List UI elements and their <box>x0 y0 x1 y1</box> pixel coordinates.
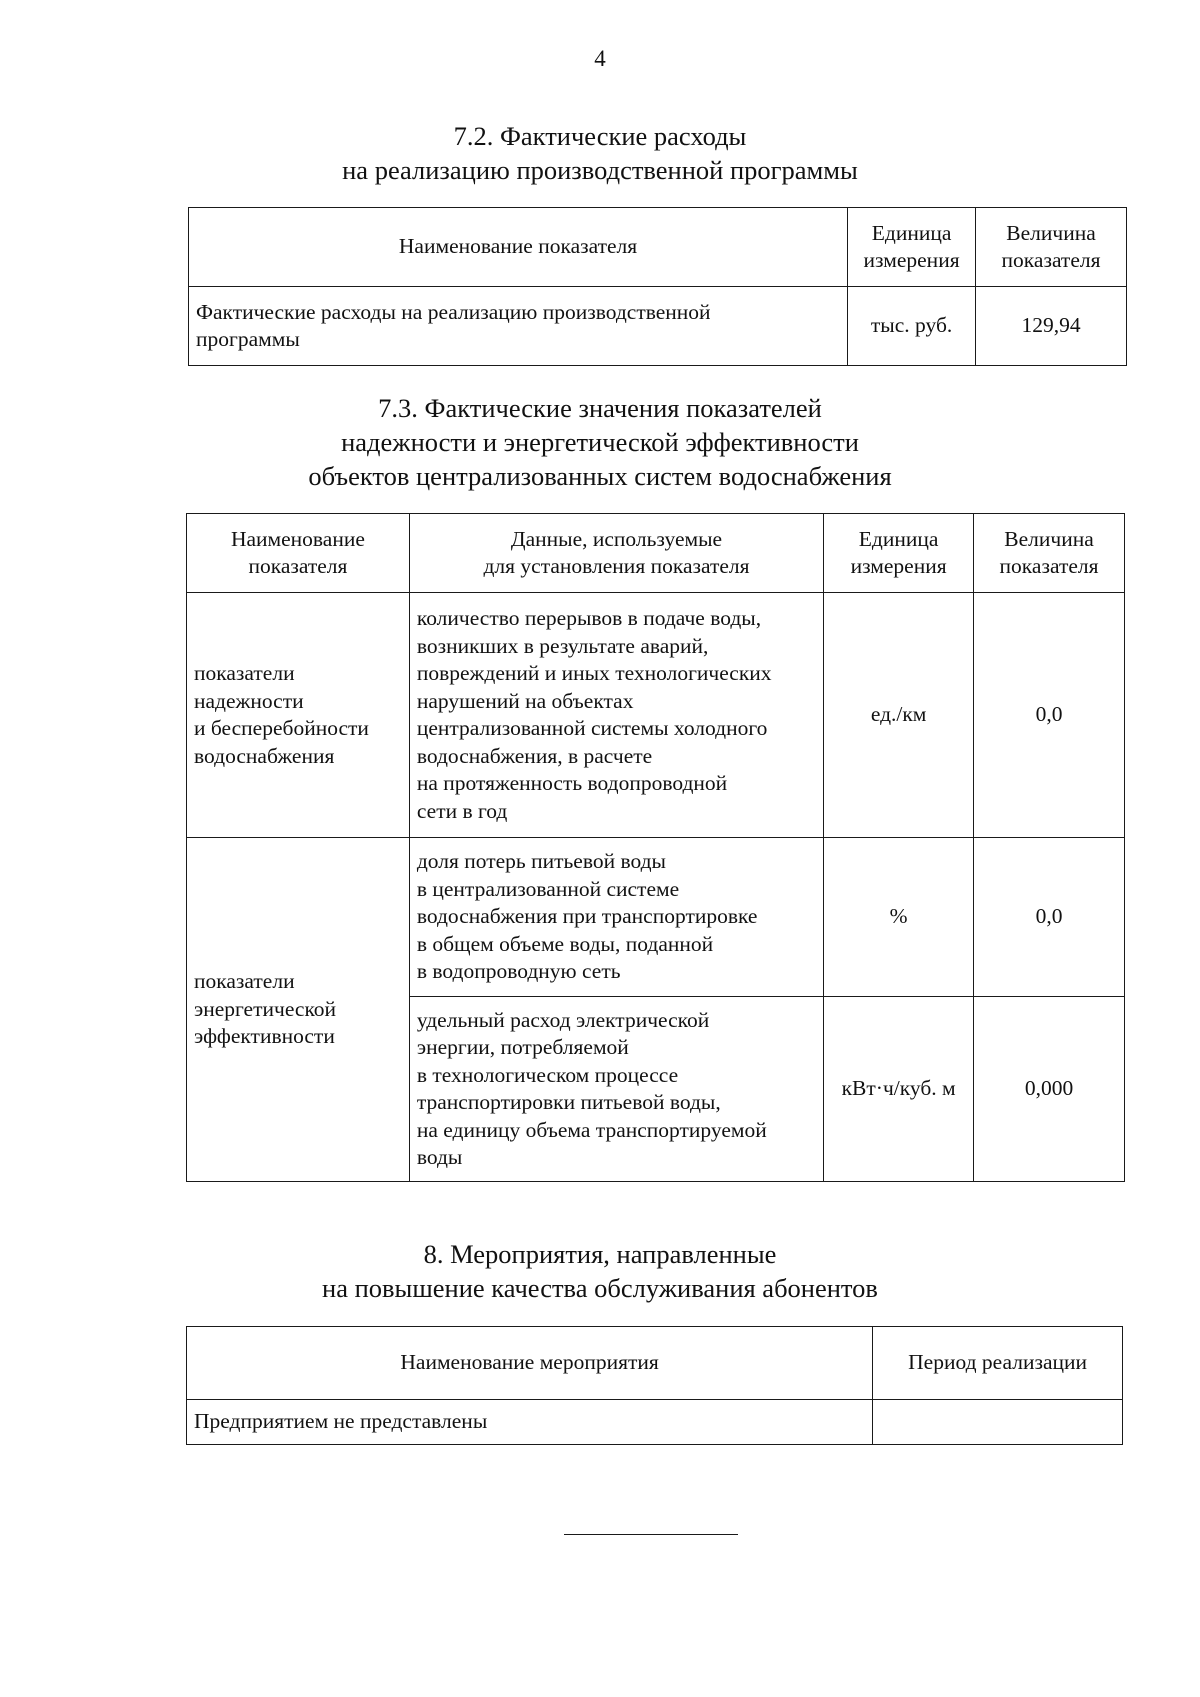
indicator-group-energy-efficiency: показатели энергетической эффективности <box>187 838 410 1182</box>
service-quality-measures-table <box>186 1326 1123 1445</box>
value-cell: 0,000 <box>974 997 1125 1182</box>
section-8-title <box>150 1237 1050 1305</box>
unit-cell: кВт·ч/куб. м <box>824 997 974 1182</box>
source-data-cell: удельный расход электрической энергии, потребляемой в технологическом процессе транспортировки питьевой воды, на единицу объема транспортируемой воды <box>409 997 823 1182</box>
header-measure-name: Наименование мероприятия <box>187 1327 873 1400</box>
section-8-title-line: на повышение качества обслуживания абонентов <box>322 1273 878 1303</box>
header-period: Период реализации <box>873 1327 1123 1400</box>
indicator-name-cell: Фактические расходы на реализацию производственной программы <box>189 287 848 366</box>
header-unit: Единица измерения <box>848 208 976 287</box>
table-row <box>187 1400 1123 1445</box>
table-row <box>187 838 1125 997</box>
table-header-row <box>187 514 1125 593</box>
header-value: Величина показателя <box>976 208 1127 287</box>
header-indicator-name: Наименование показателя <box>189 208 848 287</box>
source-data-cell: доля потерь питьевой воды в централизованной системе водоснабжения при транспортировке в общем объеме воды, поданной в водопроводную сеть <box>409 838 823 997</box>
header-source-data: Данные, используемые для установления показателя <box>409 514 823 593</box>
value-cell: 129,94 <box>976 287 1127 366</box>
actual-expenses-table <box>188 207 1127 366</box>
value-cell: 0,0 <box>974 838 1125 997</box>
table-header-row <box>187 1327 1123 1400</box>
value-cell: 0,0 <box>974 593 1125 838</box>
section-7-3-title <box>150 391 1050 493</box>
section-7-2-title-line: 7.2. Фактические расходы <box>453 121 747 151</box>
section-7-3-title-line: объектов централизованных систем водоснабжения <box>308 461 892 491</box>
source-data-cell: количество перерывов в подаче воды, возникших в результате аварий, повреждений и иных технологических нарушений на объектах централизованной системы холодного водоснабжения, в расчете на протяженность водопроводной сети в год <box>409 593 823 838</box>
unit-cell: тыс. руб. <box>848 287 976 366</box>
header-indicator-name: Наименование показателя <box>187 514 410 593</box>
table-header-row <box>189 208 1127 287</box>
section-7-3-title-line: 7.3. Фактические значения показателей <box>378 393 822 423</box>
section-7-2-title <box>150 119 1050 187</box>
measure-name-cell: Предприятием не представлены <box>187 1400 873 1445</box>
unit-cell: ед./км <box>824 593 974 838</box>
indicator-group-reliability: показатели надежности и бесперебойности водоснабжения <box>187 593 410 838</box>
footer-divider <box>564 1534 738 1535</box>
table-row <box>189 287 1127 366</box>
header-value: Величина показателя <box>974 514 1125 593</box>
page-number: 4 <box>594 46 606 71</box>
table-row <box>187 593 1125 838</box>
header-unit: Единица измерения <box>824 514 974 593</box>
reliability-efficiency-table <box>186 513 1125 1182</box>
section-7-2-title-line: на реализацию производственной программы <box>342 155 858 185</box>
unit-cell: % <box>824 838 974 997</box>
section-7-3-title-line: надежности и энергетической эффективности <box>341 427 859 457</box>
section-8-title-line: 8. Мероприятия, направленные <box>423 1239 777 1269</box>
period-cell <box>873 1400 1123 1445</box>
